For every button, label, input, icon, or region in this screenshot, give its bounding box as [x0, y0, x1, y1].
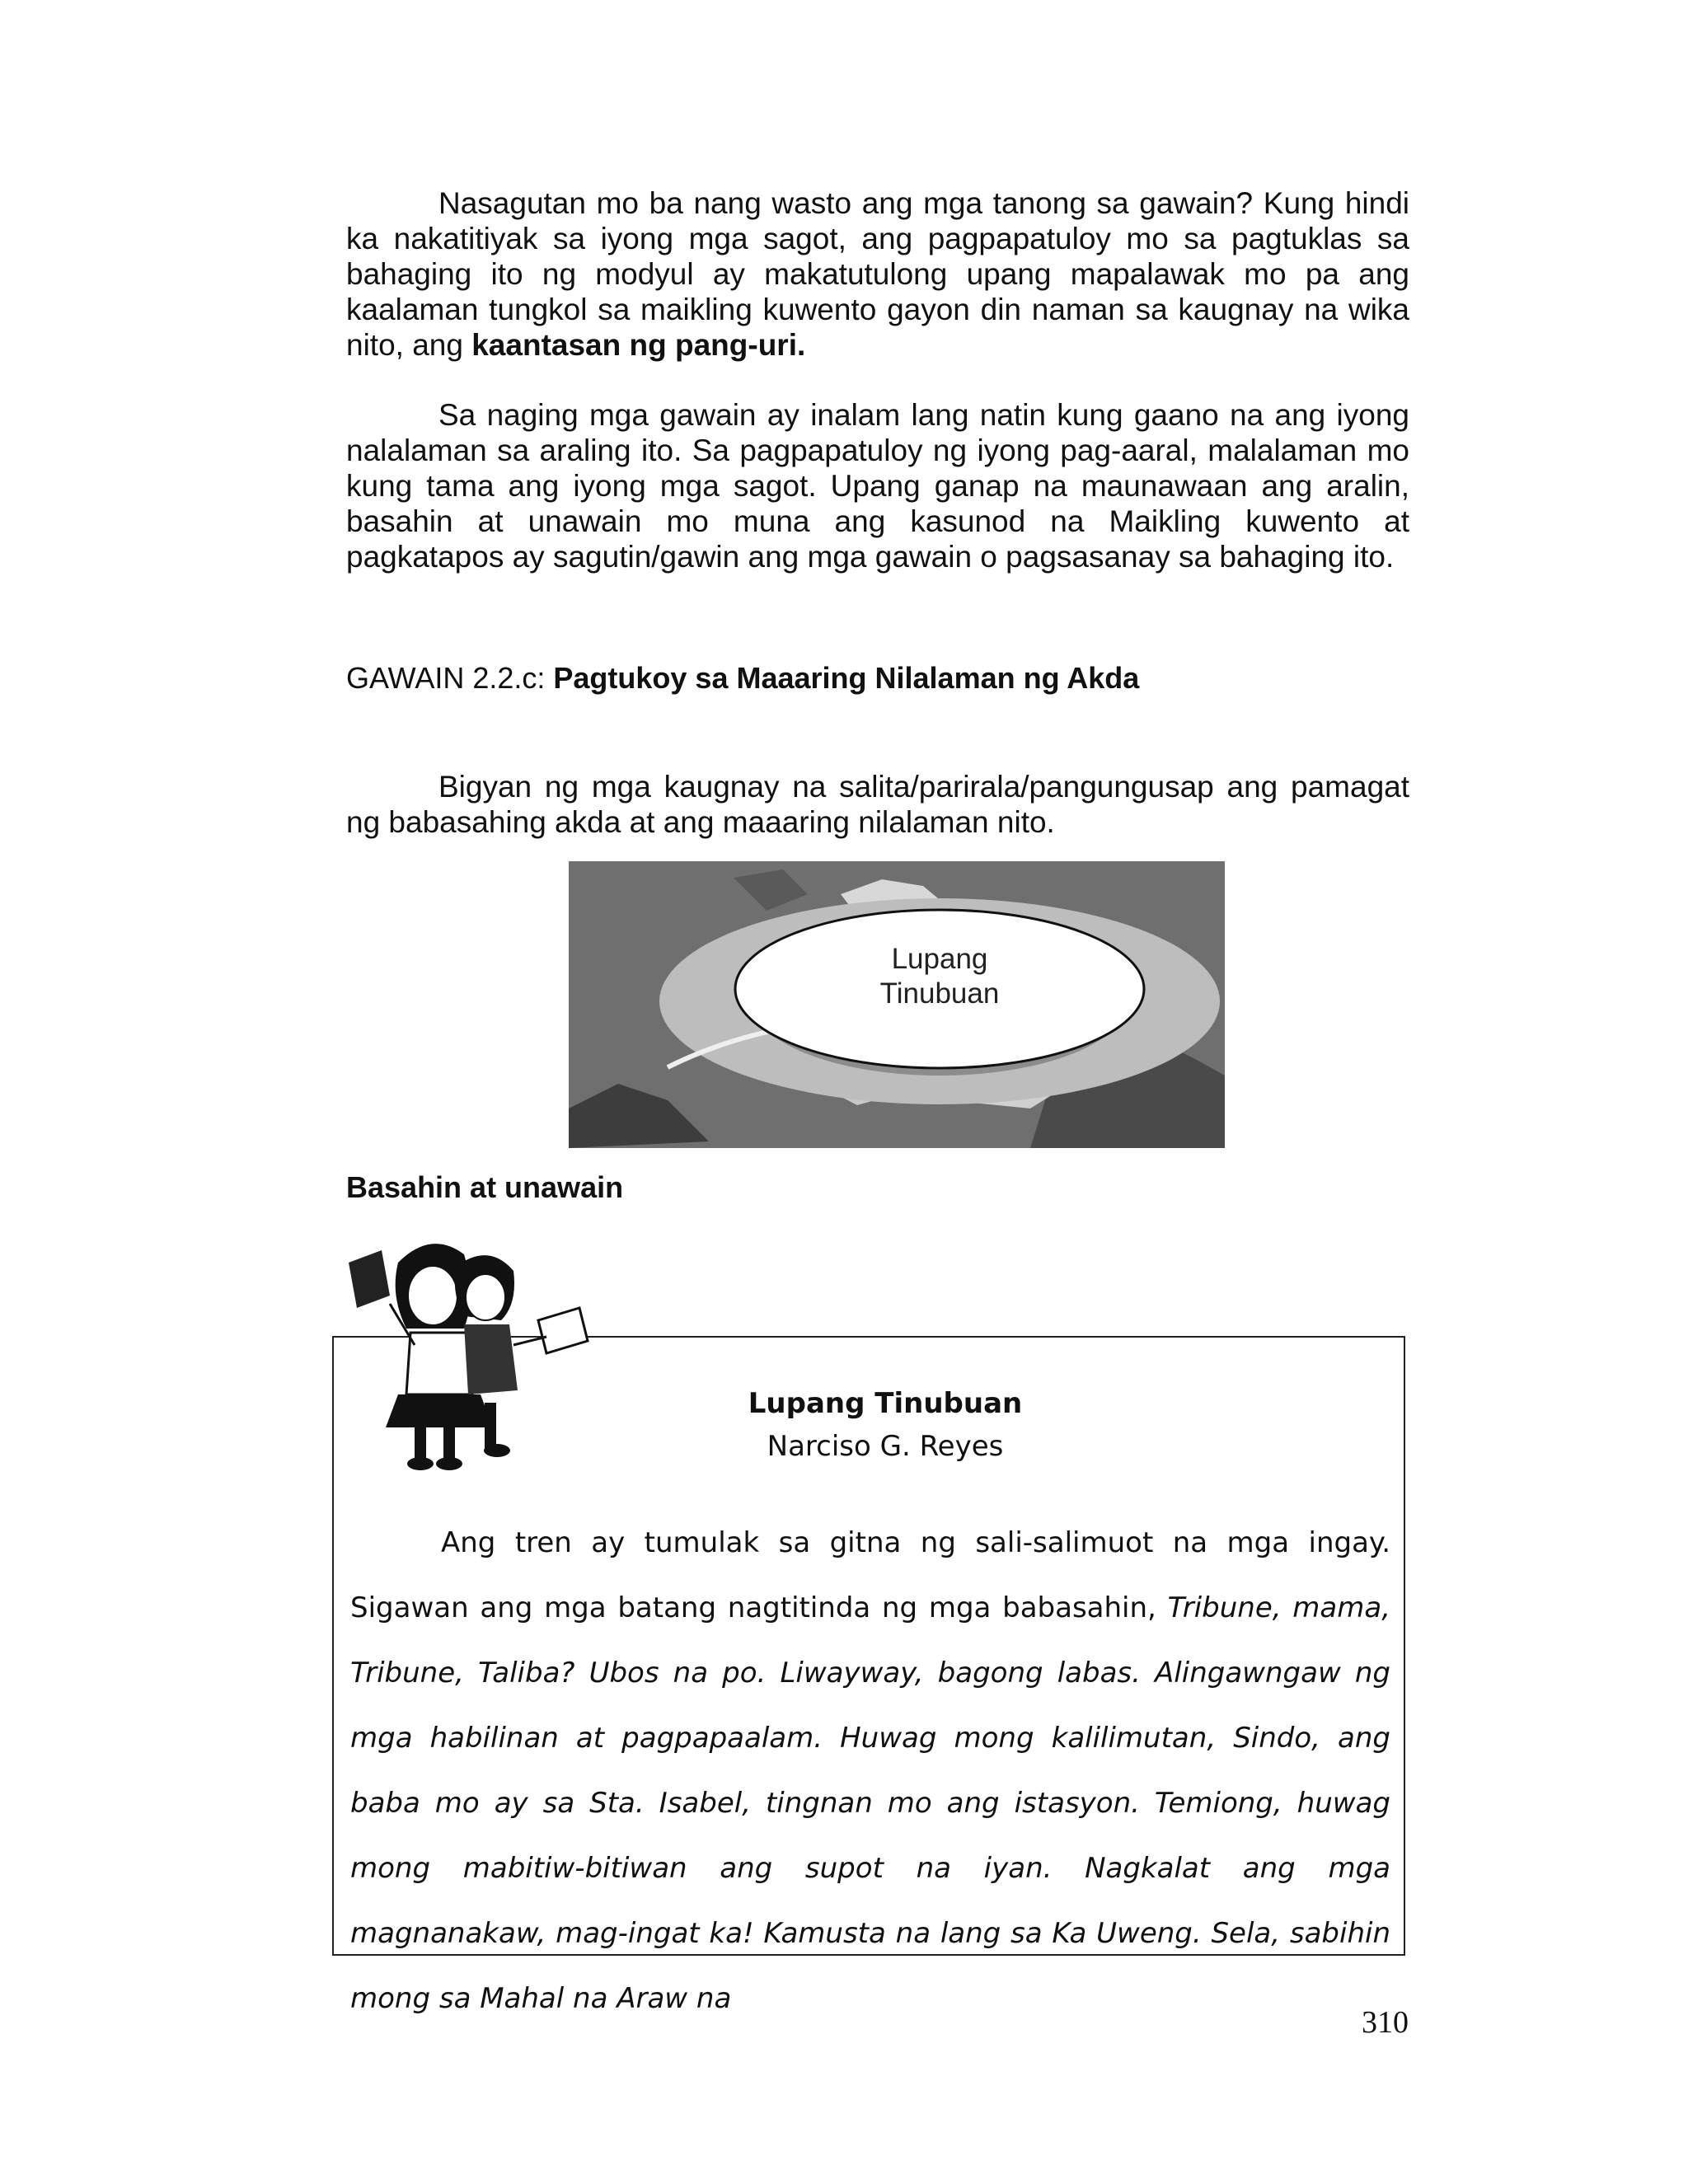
reading-heading: Basahin at unawain [346, 1170, 624, 1204]
story-text-italic: Tribune, mama, Tribune, Taliba? Ubos na po. Liwayway, bagong labas. Alingawngaw ng mga habilinan at pagpapaalam. Huwag mong kalilimutan, Sindo, ang baba mo ay sa Sta. Isabel, tingnan mo ang istasyon. Temiong, huwag mong mabitiw-bitiwan ang supot na iyan. Nagkalat ang mga magnanakaw, mag-ingat ka! Kamusta na lang sa Ka Uweng. Sela, sabihin mong sa Mahal na Araw na [350, 1591, 1391, 2015]
map-center-line-1: Lupang [891, 943, 988, 975]
intro-paragraph-1-text: Nasagutan mo ba nang wasto ang mga tanong sa gawain? Kung hindi ka nakatitiyak sa iyong mga sagot, ang pagpapatuloy mo sa pagtuklas sa bahaging ito ng modyul ay makatutulong upang mapalawak mo pa ang kaalaman tungkol sa maikling kuwento gayon din naman sa kaugnay na wika nito, ang [346, 186, 1409, 362]
intro-paragraph-2: Sa naging mga gawain ay inalam lang natin kung gaano na ang iyong nalalaman sa araling ito. Sa pagpapatuloy ng iyong pag-aaral, malalaman mo kung tama ang iyong mga sagot. Upang ganap na maunawaan ang aralin, basahin at unawain mo muna ang kasunod na Maikling kuwento at pagkatapos ay sagutin/gawin ang mga gawain o pagsasanay sa bahaging ito. [346, 398, 1409, 574]
activity-instruction: Bigyan ng mga kaugnay na salita/parirala/pangungusap ang pamagat ng babasahing akda at ang maaaring nilalaman nito. [346, 770, 1409, 839]
activity-title: Pagtukoy sa Maaaring Nilalaman ng Akda [553, 661, 1140, 695]
intro-paragraph-1 [346, 185, 1409, 363]
story-text [350, 1511, 1390, 2032]
map-graphic [569, 861, 1225, 1148]
story-title: Lupang Tinubuan [748, 1387, 1023, 1420]
activity-label: GAWAIN 2.2.c: [346, 661, 554, 695]
kids-reading-illustration [340, 1230, 604, 1477]
page-number: 310 [1362, 2005, 1409, 2040]
story-text-plain: Ang tren ay tumulak sa gitna ng sali-salimuot na mga ingay. Sigawan ang mga batang nagtitinda ng mga babasahin, [350, 1526, 1390, 1624]
intro-paragraph-1-bold: kaantasan ng pang-uri. [471, 328, 806, 362]
activity-heading [346, 661, 1139, 696]
map-center-line-2: Tinubuan [879, 977, 1000, 1010]
story-author: Narciso G. Reyes [767, 1430, 1004, 1463]
